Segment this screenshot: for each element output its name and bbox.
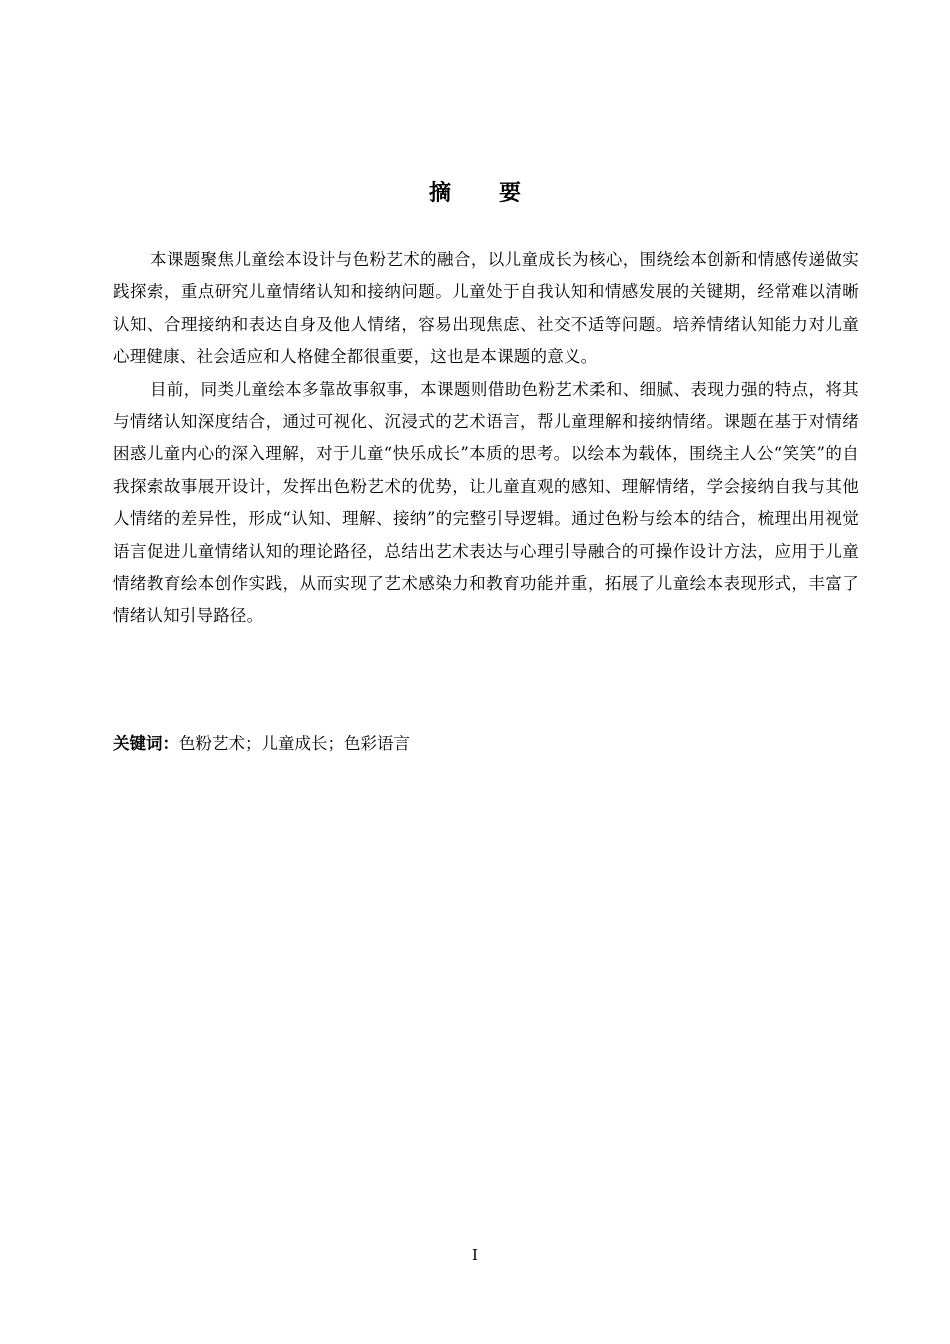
page-number: I [472, 1246, 478, 1264]
keywords-line [113, 728, 859, 760]
keywords-values: 色粉艺术；儿童成长；色彩语言 [179, 734, 410, 753]
abstract-body [113, 244, 859, 633]
abstract-paragraph-1: 本课题聚焦儿童绘本设计与色粉艺术的融合，以儿童成长为核心，围绕绘本创新和情感传递做实践探索，重点研究儿童情绪认知和接纳问题。儿童处于自我认知和情感发展的关键期，经常难以清晰认知、合理接纳和表达自身及他人情绪，容易出现焦虑、社交不适等问题。培养情绪认知能力对儿童心理健康、社会适应和人格健全都很重要，这也是本课题的意义。 [113, 250, 859, 367]
abstract-paragraph-2: 目前，同类儿童绘本多靠故事叙事，本课题则借助色粉艺术柔和、细腻、表现力强的特点，将其与情绪认知深度结合，通过可视化、沉浸式的艺术语言，帮儿童理解和接纳情绪。课题在基于对情绪困惑儿童内心的深入理解，对于儿童“快乐成长”本质的思考。以绘本为载体，围绕主人公“笑笑”的自我探索故事展开设计，发挥出色粉艺术的优势，让儿童直观的感知、理解情绪，学会接纳自我与其他人情绪的差异性，形成“认知、理解、接纳”的完整引导逻辑。通过色粉与绘本的结合，梳理出用视觉语言促进儿童情绪认知的理论路径，总结出艺术表达与心理引导融合的可操作设计方法，应用于儿童情绪教育绘本创作实践，从而实现了艺术感染力和教育功能并重，拓展了儿童绘本表现形式，丰富了情绪认知引导路径。 [113, 379, 859, 626]
abstract-title: 摘要 [428, 181, 569, 206]
keywords-label: 关键词： [113, 734, 179, 753]
